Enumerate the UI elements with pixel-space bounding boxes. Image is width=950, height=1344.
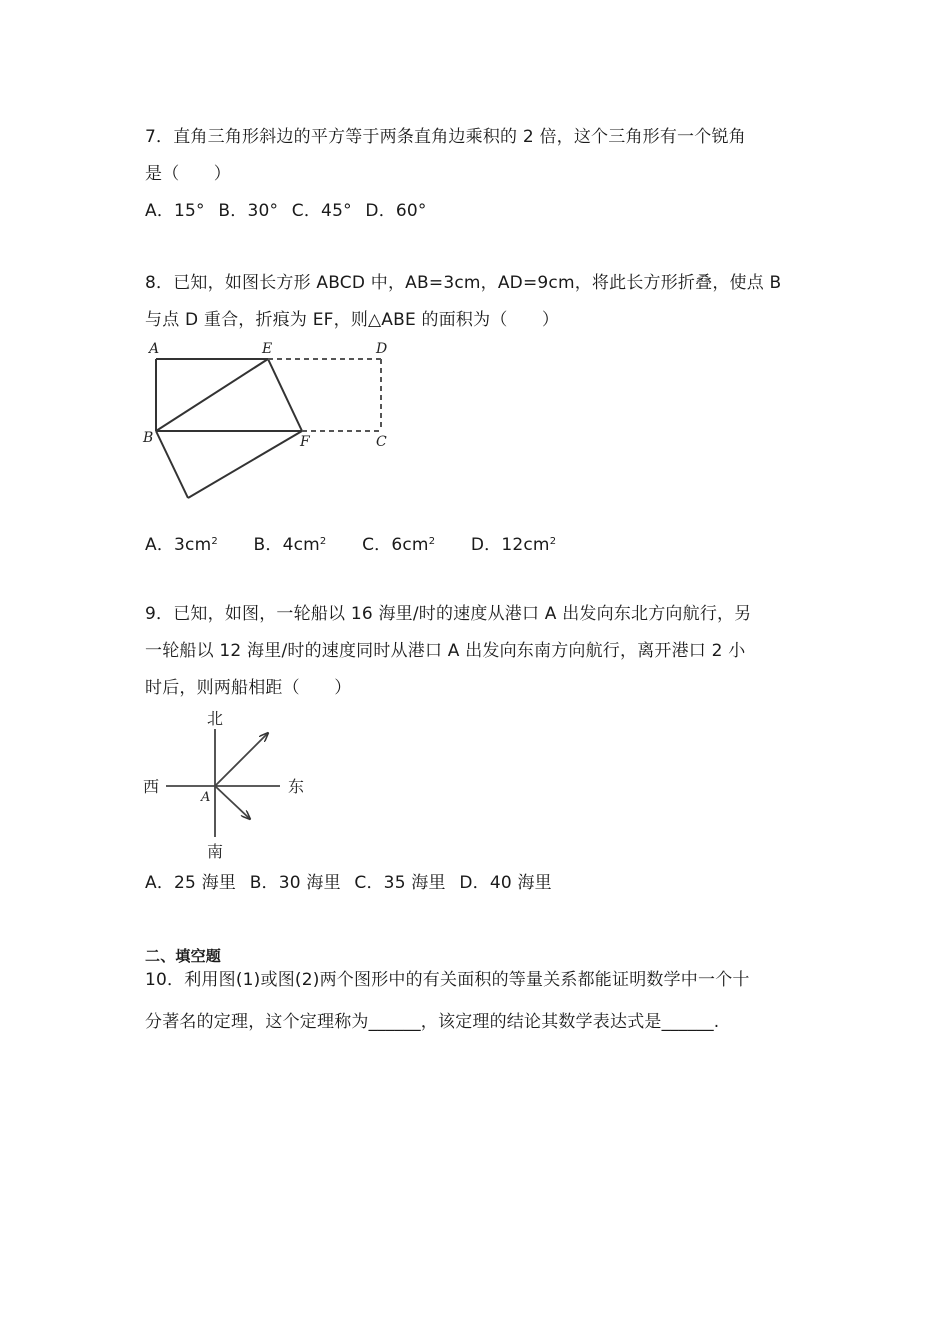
label-f: F: [300, 434, 310, 450]
label-e: E: [262, 341, 273, 357]
q8-option-a: [145, 531, 218, 556]
section-title: 二、填空题: [145, 947, 222, 965]
label-c: C: [376, 434, 387, 450]
q8-stem-line1: 8．已知，如图长方形 ABCD 中，AB=3cm，AD=9cm，将此长方形折叠，使点 B: [145, 273, 782, 293]
label-b: B: [143, 430, 154, 446]
segment-be: [156, 359, 268, 431]
segment-folded-side: [156, 431, 188, 498]
q7-options: [145, 200, 435, 222]
label-a: A: [149, 341, 160, 357]
q8-stem-line2: 与点 D 重合，折痕为 EF，则△ABE 的面积为（ ）: [145, 310, 560, 330]
q9-option-c: C．35 海里: [354, 873, 446, 893]
q8-option-d-sup: 2: [549, 536, 557, 547]
segment-ef-crease: [268, 359, 302, 431]
q8-options: [145, 531, 586, 556]
q9-option-d: D．40 海里: [459, 873, 552, 893]
q9-option-b: B．30 海里: [249, 873, 341, 893]
southeast-arrow: [215, 786, 250, 819]
q8-option-b: [254, 531, 327, 556]
q8-option-d-text: D．12cm: [470, 535, 550, 555]
north-label: 北: [207, 709, 224, 728]
segment-folded-bottom: [188, 431, 302, 498]
q7-option-d: D．60°: [365, 201, 427, 221]
q7-option-a: A．15°: [145, 201, 205, 221]
q9-options: [145, 872, 560, 894]
q9-stem-line1: 9．已知，如图，一轮船以 16 海里/时的速度从港口 A 出发向东北方向航行，另: [145, 604, 752, 624]
south-label: 南: [207, 842, 224, 861]
q8-option-d: [471, 531, 556, 556]
q7-stem-line2: 是（ ）: [145, 164, 231, 184]
west-label: 西: [143, 777, 160, 796]
q10-stem-line1: 10．利用图(1)或图(2)两个图形中的有关面积的等量关系都能证明数学中一个十: [145, 970, 750, 990]
q8-option-b-text: B．4cm: [253, 535, 320, 555]
label-d: D: [376, 341, 388, 357]
q7-stem-line1: 7．直角三角形斜边的平方等于两条直角边乘积的 2 倍，这个三角形有一个锐角: [145, 127, 746, 147]
q9-option-a: A．25 海里: [145, 873, 237, 893]
q7-option-c: C．45°: [291, 201, 352, 221]
q8-option-c-sup: 2: [428, 536, 436, 547]
q8-option-a-text: A．3cm: [145, 535, 212, 555]
q8-option-c-text: C．6cm: [362, 535, 429, 555]
q9-stem-line2: 一轮船以 12 海里/时的速度同时从港口 A 出发向东南方向航行，离开港口 2 小: [145, 641, 746, 661]
northeast-arrow: [215, 733, 268, 786]
origin-label: A: [201, 790, 211, 805]
q7-option-b: B．30°: [218, 201, 279, 221]
q9-compass-figure: [138, 705, 318, 865]
q8-option-c: [362, 531, 435, 556]
east-label: 东: [288, 777, 305, 796]
q8-option-a-sup: 2: [211, 536, 218, 547]
q8-option-b-sup: 2: [319, 536, 327, 547]
q10-stem-line2: 分著名的定理，这个定理称为______，该定理的结论其数学表达式是______.: [145, 1012, 720, 1032]
q9-stem-line3: 时后，则两船相距（ ）: [145, 678, 352, 698]
q8-rectangle-fold-figure: [140, 338, 400, 508]
